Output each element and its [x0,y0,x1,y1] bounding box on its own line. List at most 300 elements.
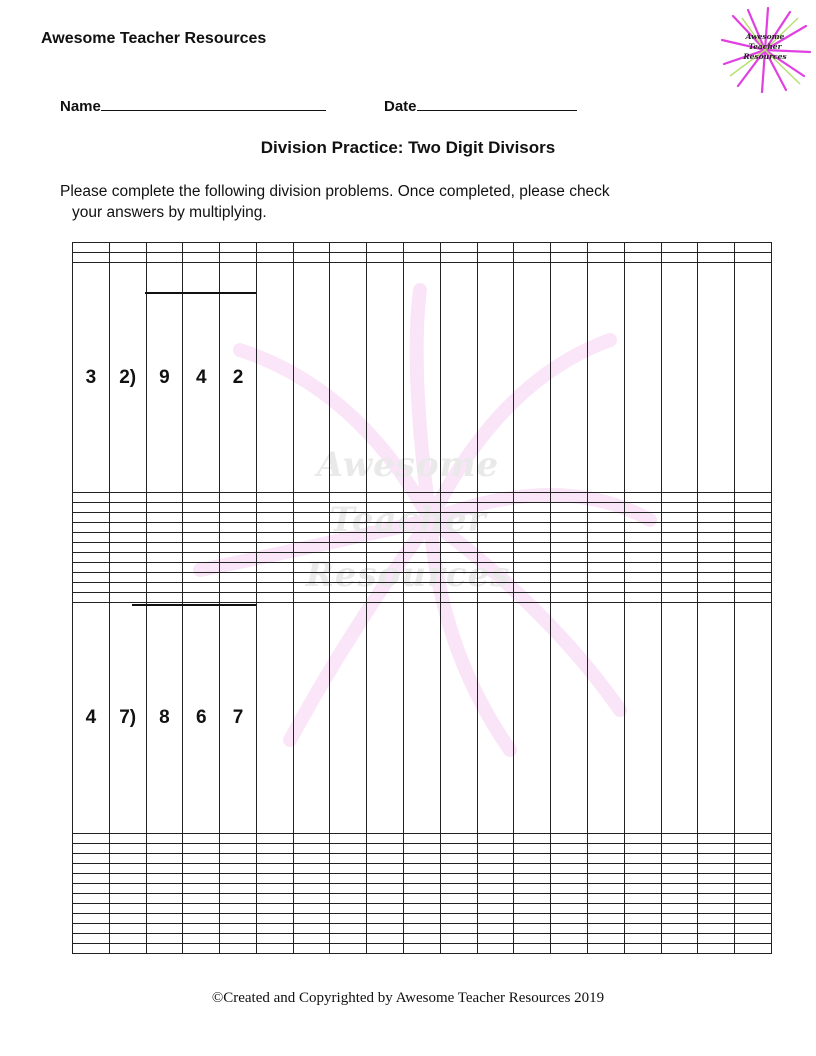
grid-cell[interactable] [183,843,220,853]
grid-cell[interactable] [146,543,183,553]
grid-cell[interactable] [404,913,441,923]
grid-cell[interactable] [367,523,404,533]
grid-cell[interactable] [477,843,514,853]
grid-cell[interactable] [404,253,441,263]
grid-cell[interactable] [293,913,330,923]
grid-cell[interactable] [183,523,220,533]
grid-cell[interactable] [330,853,367,863]
grid-cell[interactable] [477,523,514,533]
grid-cell[interactable] [109,883,146,893]
grid-cell[interactable] [146,913,183,923]
grid-cell[interactable] [624,533,661,543]
grid-cell[interactable] [661,863,698,873]
grid-cell[interactable] [735,873,772,883]
grid-cell[interactable] [109,933,146,943]
grid-cell[interactable] [624,883,661,893]
grid-cell[interactable] [698,893,735,903]
grid-cell[interactable] [330,913,367,923]
grid-cell[interactable] [624,543,661,553]
grid-cell[interactable] [367,563,404,573]
grid-cell[interactable] [551,593,588,603]
grid-cell[interactable] [256,533,293,543]
grid-cell[interactable] [367,493,404,503]
grid-cell[interactable] [183,493,220,503]
problem-digit[interactable]: 4 [73,603,110,833]
grid-cell[interactable] [587,253,624,263]
grid-cell[interactable] [624,513,661,523]
grid-cell[interactable] [330,903,367,913]
grid-cell[interactable] [109,903,146,913]
grid-cell[interactable] [293,553,330,563]
grid-cell[interactable] [440,543,477,553]
grid-cell[interactable] [73,843,110,853]
grid-cell[interactable] [404,563,441,573]
grid-cell[interactable] [256,893,293,903]
grid-cell[interactable] [404,533,441,543]
grid-cell[interactable] [477,903,514,913]
grid-cell[interactable] [220,873,257,883]
grid-cell[interactable] [293,843,330,853]
grid-cell[interactable] [293,573,330,583]
grid-cell[interactable] [73,593,110,603]
grid-cell[interactable] [183,933,220,943]
grid-cell[interactable] [698,563,735,573]
grid-cell[interactable] [220,923,257,933]
grid-cell[interactable] [624,493,661,503]
grid-cell[interactable] [330,543,367,553]
grid-cell[interactable] [440,593,477,603]
grid-cell[interactable] [293,873,330,883]
grid-cell[interactable] [440,493,477,503]
grid-cell[interactable] [293,253,330,263]
grid-cell[interactable] [146,863,183,873]
grid-cell[interactable] [477,263,514,493]
grid-cell[interactable] [73,903,110,913]
grid-cell[interactable] [183,913,220,923]
grid-cell[interactable] [256,253,293,263]
grid-cell[interactable] [735,263,772,493]
grid-cell[interactable] [293,933,330,943]
grid-cell[interactable] [404,523,441,533]
grid-cell[interactable] [551,523,588,533]
grid-cell[interactable] [183,593,220,603]
grid-cell[interactable] [698,553,735,563]
grid-cell[interactable] [109,593,146,603]
grid-cell[interactable] [220,533,257,543]
grid-cell[interactable] [146,583,183,593]
grid-cell[interactable] [440,853,477,863]
grid-cell[interactable] [440,573,477,583]
grid-cell[interactable] [109,573,146,583]
grid-cell[interactable] [551,253,588,263]
grid-cell[interactable] [404,573,441,583]
grid-cell[interactable] [146,243,183,253]
grid-cell[interactable] [440,563,477,573]
grid-cell[interactable] [440,863,477,873]
grid-cell[interactable] [293,543,330,553]
grid-cell[interactable] [661,263,698,493]
grid-cell[interactable] [220,593,257,603]
grid-cell[interactable] [183,503,220,513]
grid-cell[interactable] [440,503,477,513]
grid-cell[interactable] [551,883,588,893]
grid-cell[interactable] [587,933,624,943]
grid-cell[interactable] [256,263,293,493]
grid-cell[interactable] [183,903,220,913]
grid-cell[interactable] [109,513,146,523]
grid-cell[interactable] [477,913,514,923]
grid-cell[interactable] [735,603,772,833]
grid-cell[interactable] [330,873,367,883]
grid-cell[interactable] [477,873,514,883]
grid-cell[interactable] [698,243,735,253]
grid-cell[interactable] [367,243,404,253]
grid-cell[interactable] [587,553,624,563]
grid-cell[interactable] [587,833,624,843]
grid-cell[interactable] [551,243,588,253]
grid-cell[interactable] [661,943,698,953]
grid-cell[interactable] [551,853,588,863]
grid-cell[interactable] [330,603,367,833]
grid-cell[interactable] [256,943,293,953]
grid-cell[interactable] [404,833,441,843]
grid-cell[interactable] [551,923,588,933]
grid-cell[interactable] [330,253,367,263]
grid-cell[interactable] [698,533,735,543]
grid-cell[interactable] [624,903,661,913]
grid-cell[interactable] [514,573,551,583]
grid-cell[interactable] [73,533,110,543]
grid-cell[interactable] [698,853,735,863]
grid-cell[interactable] [256,523,293,533]
grid-cell[interactable] [183,553,220,563]
grid-cell[interactable] [735,523,772,533]
grid-cell[interactable] [146,523,183,533]
grid-cell[interactable] [587,913,624,923]
grid-cell[interactable] [367,883,404,893]
grid-cell[interactable] [109,583,146,593]
grid-cell[interactable] [587,593,624,603]
grid-cell[interactable] [624,583,661,593]
grid-cell[interactable] [330,553,367,563]
grid-cell[interactable] [514,933,551,943]
grid-cell[interactable] [146,843,183,853]
grid-cell[interactable] [698,523,735,533]
problem-digit[interactable]: 2 [220,263,257,493]
grid-cell[interactable] [551,263,588,493]
grid-cell[interactable] [73,503,110,513]
grid-cell[interactable] [146,933,183,943]
grid-cell[interactable] [514,523,551,533]
grid-cell[interactable] [330,883,367,893]
grid-cell[interactable] [587,513,624,523]
grid-cell[interactable] [293,533,330,543]
grid-cell[interactable] [109,543,146,553]
grid-cell[interactable] [440,243,477,253]
grid-cell[interactable] [735,893,772,903]
grid-cell[interactable] [146,513,183,523]
grid-cell[interactable] [109,923,146,933]
grid-cell[interactable] [661,253,698,263]
grid-cell[interactable] [367,863,404,873]
grid-cell[interactable] [404,513,441,523]
grid-cell[interactable] [661,853,698,863]
grid-cell[interactable] [109,243,146,253]
grid-cell[interactable] [220,833,257,843]
grid-cell[interactable] [73,493,110,503]
grid-cell[interactable] [735,913,772,923]
grid-cell[interactable] [146,253,183,263]
grid-cell[interactable] [109,493,146,503]
grid-cell[interactable] [514,853,551,863]
grid-cell[interactable] [735,863,772,873]
grid-cell[interactable] [661,533,698,543]
grid-cell[interactable] [220,583,257,593]
grid-cell[interactable] [514,883,551,893]
grid-cell[interactable] [330,493,367,503]
grid-cell[interactable] [183,923,220,933]
grid-cell[interactable] [73,583,110,593]
grid-cell[interactable] [661,923,698,933]
grid-cell[interactable] [404,263,441,493]
grid-cell[interactable] [477,573,514,583]
grid-cell[interactable] [624,603,661,833]
grid-cell[interactable] [551,903,588,913]
grid-cell[interactable] [404,873,441,883]
grid-cell[interactable] [698,263,735,493]
grid-cell[interactable] [367,513,404,523]
grid-cell[interactable] [109,843,146,853]
grid-cell[interactable] [735,503,772,513]
grid-cell[interactable] [624,853,661,863]
grid-cell[interactable] [146,493,183,503]
grid-cell[interactable] [440,533,477,543]
grid-cell[interactable] [698,933,735,943]
grid-cell[interactable] [183,253,220,263]
grid-cell[interactable] [661,873,698,883]
grid-cell[interactable] [624,833,661,843]
grid-cell[interactable] [551,573,588,583]
grid-cell[interactable] [624,563,661,573]
grid-cell[interactable] [73,913,110,923]
grid-cell[interactable] [587,903,624,913]
grid-cell[interactable] [551,583,588,593]
grid-cell[interactable] [440,943,477,953]
grid-cell[interactable] [587,893,624,903]
grid-cell[interactable] [440,903,477,913]
grid-cell[interactable] [256,603,293,833]
grid-cell[interactable] [256,933,293,943]
grid-cell[interactable] [404,853,441,863]
grid-cell[interactable] [661,523,698,533]
grid-cell[interactable] [514,513,551,523]
problem-digit[interactable]: 2) [109,263,146,493]
grid-cell[interactable] [146,893,183,903]
grid-cell[interactable] [404,593,441,603]
grid-cell[interactable] [624,553,661,563]
grid-cell[interactable] [293,523,330,533]
grid-cell[interactable] [404,543,441,553]
grid-cell[interactable] [661,843,698,853]
grid-cell[interactable] [440,553,477,563]
grid-cell[interactable] [330,593,367,603]
grid-cell[interactable] [587,573,624,583]
grid-cell[interactable] [367,533,404,543]
grid-cell[interactable] [477,253,514,263]
grid-cell[interactable] [514,593,551,603]
grid-cell[interactable] [73,833,110,843]
grid-cell[interactable] [624,933,661,943]
grid-cell[interactable] [440,583,477,593]
grid-cell[interactable] [293,863,330,873]
grid-cell[interactable] [440,893,477,903]
grid-cell[interactable] [551,493,588,503]
grid-cell[interactable] [367,923,404,933]
grid-cell[interactable] [514,893,551,903]
grid-cell[interactable] [661,903,698,913]
grid-cell[interactable] [367,933,404,943]
grid-cell[interactable] [367,943,404,953]
grid-cell[interactable] [735,933,772,943]
grid-cell[interactable] [624,943,661,953]
grid-cell[interactable] [404,603,441,833]
problem-digit[interactable]: 7) [109,603,146,833]
grid-cell[interactable] [293,943,330,953]
grid-cell[interactable] [735,943,772,953]
grid-cell[interactable] [404,553,441,563]
grid-cell[interactable] [73,513,110,523]
grid-cell[interactable] [514,863,551,873]
grid-cell[interactable] [367,833,404,843]
grid-cell[interactable] [404,903,441,913]
grid-cell[interactable] [367,503,404,513]
grid-cell[interactable] [73,553,110,563]
grid-cell[interactable] [146,503,183,513]
grid-cell[interactable] [624,923,661,933]
grid-cell[interactable] [477,243,514,253]
grid-cell[interactable] [293,263,330,493]
grid-cell[interactable] [367,573,404,583]
problem-digit[interactable]: 8 [146,603,183,833]
grid-cell[interactable] [293,883,330,893]
grid-cell[interactable] [367,603,404,833]
grid-cell[interactable] [73,943,110,953]
grid-cell[interactable] [514,913,551,923]
grid-cell[interactable] [220,503,257,513]
grid-cell[interactable] [73,883,110,893]
grid-cell[interactable] [661,493,698,503]
grid-cell[interactable] [624,863,661,873]
grid-cell[interactable] [109,533,146,543]
grid-cell[interactable] [551,543,588,553]
grid-cell[interactable] [698,873,735,883]
grid-cell[interactable] [330,563,367,573]
grid-cell[interactable] [514,583,551,593]
grid-cell[interactable] [477,863,514,873]
grid-cell[interactable] [220,943,257,953]
grid-cell[interactable] [514,923,551,933]
grid-cell[interactable] [735,923,772,933]
grid-cell[interactable] [293,603,330,833]
grid-cell[interactable] [440,513,477,523]
grid-cell[interactable] [109,853,146,863]
grid-cell[interactable] [477,563,514,573]
grid-cell[interactable] [551,833,588,843]
grid-cell[interactable] [220,883,257,893]
grid-cell[interactable] [477,583,514,593]
grid-cell[interactable] [330,843,367,853]
grid-cell[interactable] [698,863,735,873]
grid-cell[interactable] [477,893,514,903]
grid-cell[interactable] [514,543,551,553]
grid-cell[interactable] [624,843,661,853]
grid-cell[interactable] [220,863,257,873]
grid-cell[interactable] [587,583,624,593]
grid-cell[interactable] [477,503,514,513]
grid-cell[interactable] [109,893,146,903]
problem-digit[interactable]: 6 [183,603,220,833]
grid-cell[interactable] [220,843,257,853]
grid-cell[interactable] [220,563,257,573]
grid-cell[interactable] [587,603,624,833]
grid-cell[interactable] [256,493,293,503]
grid-cell[interactable] [330,893,367,903]
grid-cell[interactable] [256,863,293,873]
grid-cell[interactable] [661,563,698,573]
grid-cell[interactable] [551,503,588,513]
grid-cell[interactable] [698,903,735,913]
grid-cell[interactable] [735,833,772,843]
grid-cell[interactable] [367,593,404,603]
name-field[interactable] [60,96,326,115]
grid-cell[interactable] [661,893,698,903]
grid-cell[interactable] [220,853,257,863]
grid-cell[interactable] [698,503,735,513]
grid-cell[interactable] [661,833,698,843]
grid-cell[interactable] [624,253,661,263]
grid-cell[interactable] [73,853,110,863]
grid-cell[interactable] [256,573,293,583]
grid-cell[interactable] [183,583,220,593]
grid-cell[interactable] [624,593,661,603]
grid-cell[interactable] [624,243,661,253]
grid-cell[interactable] [624,503,661,513]
grid-cell[interactable] [367,913,404,923]
grid-cell[interactable] [330,263,367,493]
grid-cell[interactable] [73,243,110,253]
grid-cell[interactable] [735,573,772,583]
grid-cell[interactable] [220,903,257,913]
grid-cell[interactable] [183,513,220,523]
grid-cell[interactable] [367,853,404,863]
grid-cell[interactable] [735,883,772,893]
grid-cell[interactable] [73,253,110,263]
grid-cell[interactable] [367,253,404,263]
problem-digit[interactable]: 4 [183,263,220,493]
grid-cell[interactable] [367,583,404,593]
grid-cell[interactable] [404,883,441,893]
grid-cell[interactable] [183,573,220,583]
grid-cell[interactable] [146,903,183,913]
grid-cell[interactable] [587,543,624,553]
grid-cell[interactable] [146,593,183,603]
grid-cell[interactable] [514,843,551,853]
grid-cell[interactable] [404,243,441,253]
grid-cell[interactable] [146,883,183,893]
grid-cell[interactable] [514,243,551,253]
grid-cell[interactable] [661,243,698,253]
grid-cell[interactable] [183,243,220,253]
